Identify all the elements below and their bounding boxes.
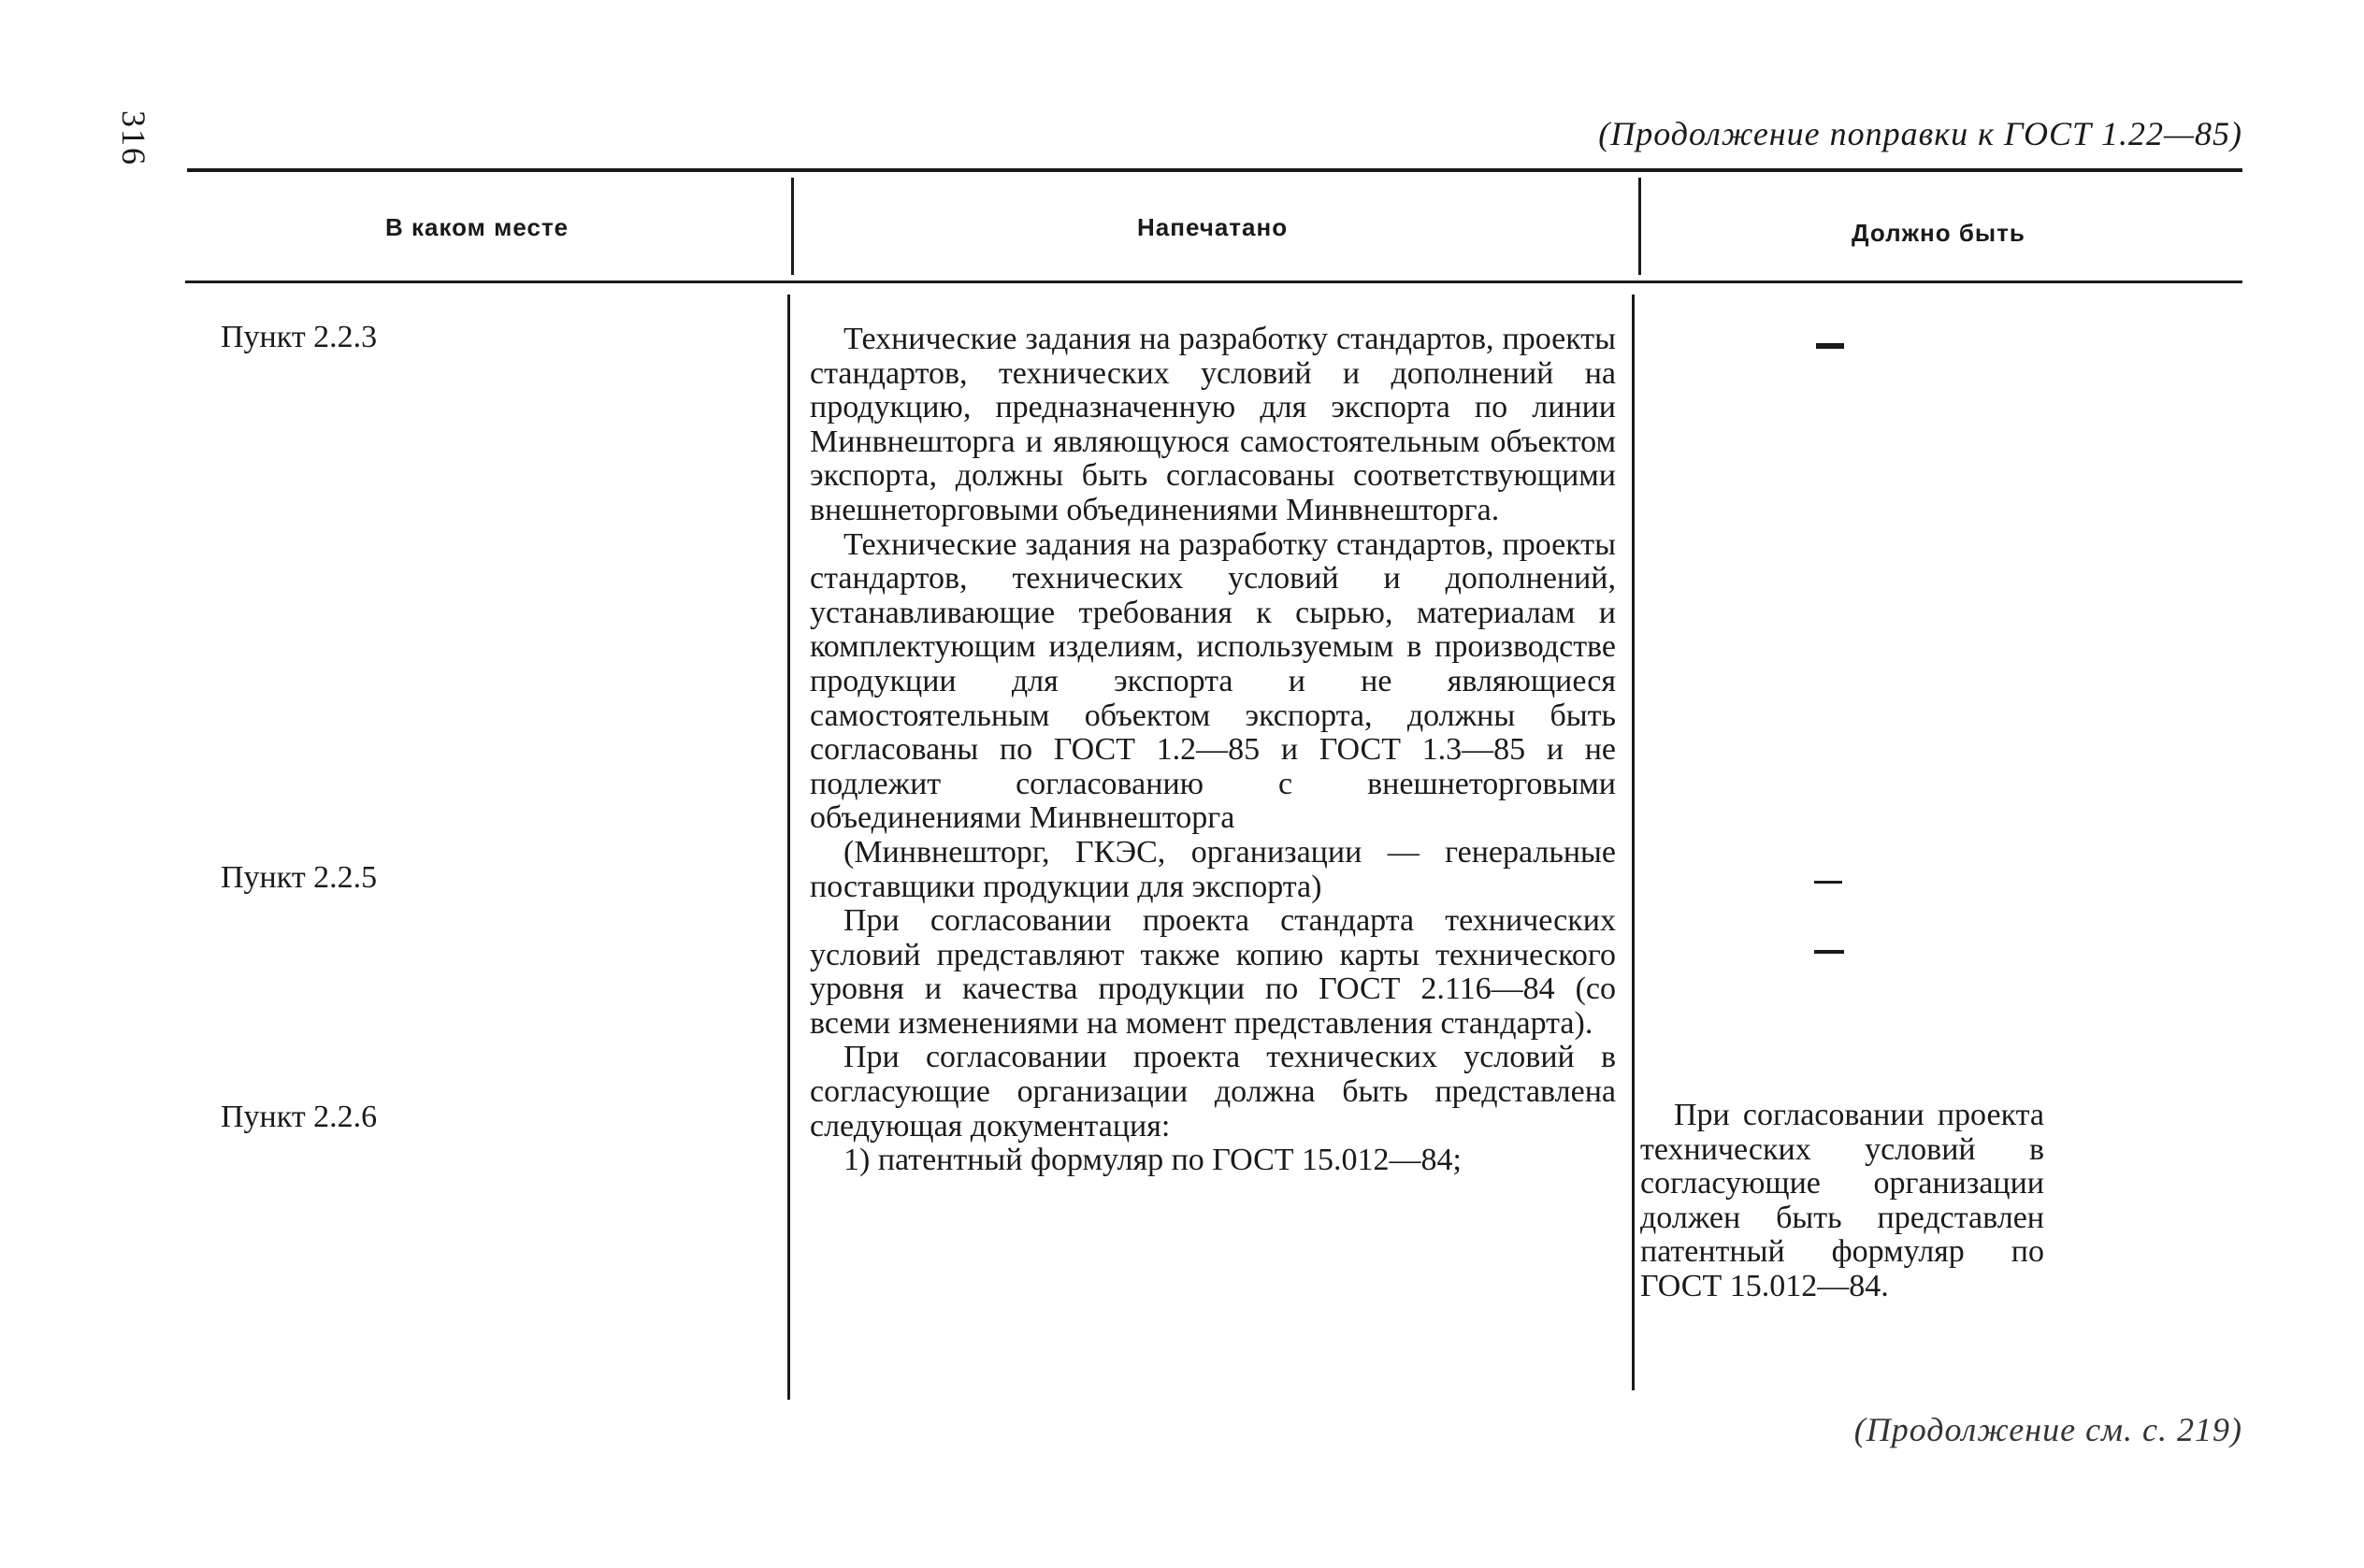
printed-paragraph: Технические задания на разработку стандартов, проекты стандартов, технических условий и дополнений, устанавливающие требования к сырью, материалам и комплектующим изделиям, используемым в производстве продукции для экспорта и не являющиеся самостоятельным объектом экспорта, должны быть согласованы по ГОСТ 1.2—85 и ГОСТ 1.3—85 и не подлежит согласованию с внешнеторговыми объединениями Минвнешторга [810,526,1616,836]
continuation-footer: (Продолжение см. с. 219) [1853,1411,2242,1448]
dash-mark [1816,343,1844,349]
point-label-2-2-5: Пункт 2.2.5 [221,860,378,895]
printed-column [810,323,1616,1178]
continuation-header: (Продолжение поправки к ГОСТ 1.22—85) [1598,115,2242,152]
page-number: 316 [115,110,152,166]
top-rule [187,168,2242,172]
column-divider-2 [1632,295,1635,1390]
should-be-text: При согласовании проекта технических условий в согласующие организации должен быть представлен патентный формуляр по ГОСТ 15.012—84. [1640,1098,2044,1303]
dash-mark [1814,950,1844,954]
printed-paragraph: (Минвнешторг, ГКЭС, организации — генеральные поставщики продукции для экспорта) [810,834,1616,904]
column-header-where: В каком месте [385,213,569,241]
should-be-column [1640,1099,2044,1303]
header-rule [185,281,2242,283]
column-header-printed: Напечатано [1137,213,1289,241]
printed-paragraph: При согласовании проекта стандарта технических условий представляют также копию карты технического уровня и качества продукции по ГОСТ 2.116—84 (со всеми изменениями на момент представления стандарта). [810,903,1616,1041]
printed-paragraph: Технические задания на разработку стандартов, проекты стандартов, технических условий и дополнений на продукцию, предназначенную для экспорта по линии Минвнешторга и являющуюся самостоятельным объектом экспорта, должны быть согласованы соответствующими внешнеторговыми объединениями Минвнешторга. [810,322,1616,527]
column-divider-2-head [1638,178,1641,275]
point-label-2-2-6: Пункт 2.2.6 [221,1100,378,1134]
column-divider-1-head [791,178,794,275]
column-header-should-be: Должно быть [1852,219,2025,247]
printed-paragraph: 1) патентный формуляр по ГОСТ 15.012—84; [843,1143,1462,1178]
printed-paragraph: При согласовании проекта технических условий в согласующие организации должна быть представлена следующая документация: [810,1040,1616,1144]
point-label-2-2-3: Пункт 2.2.3 [221,320,378,354]
dash-mark [1814,881,1842,884]
column-divider-1 [787,295,790,1400]
